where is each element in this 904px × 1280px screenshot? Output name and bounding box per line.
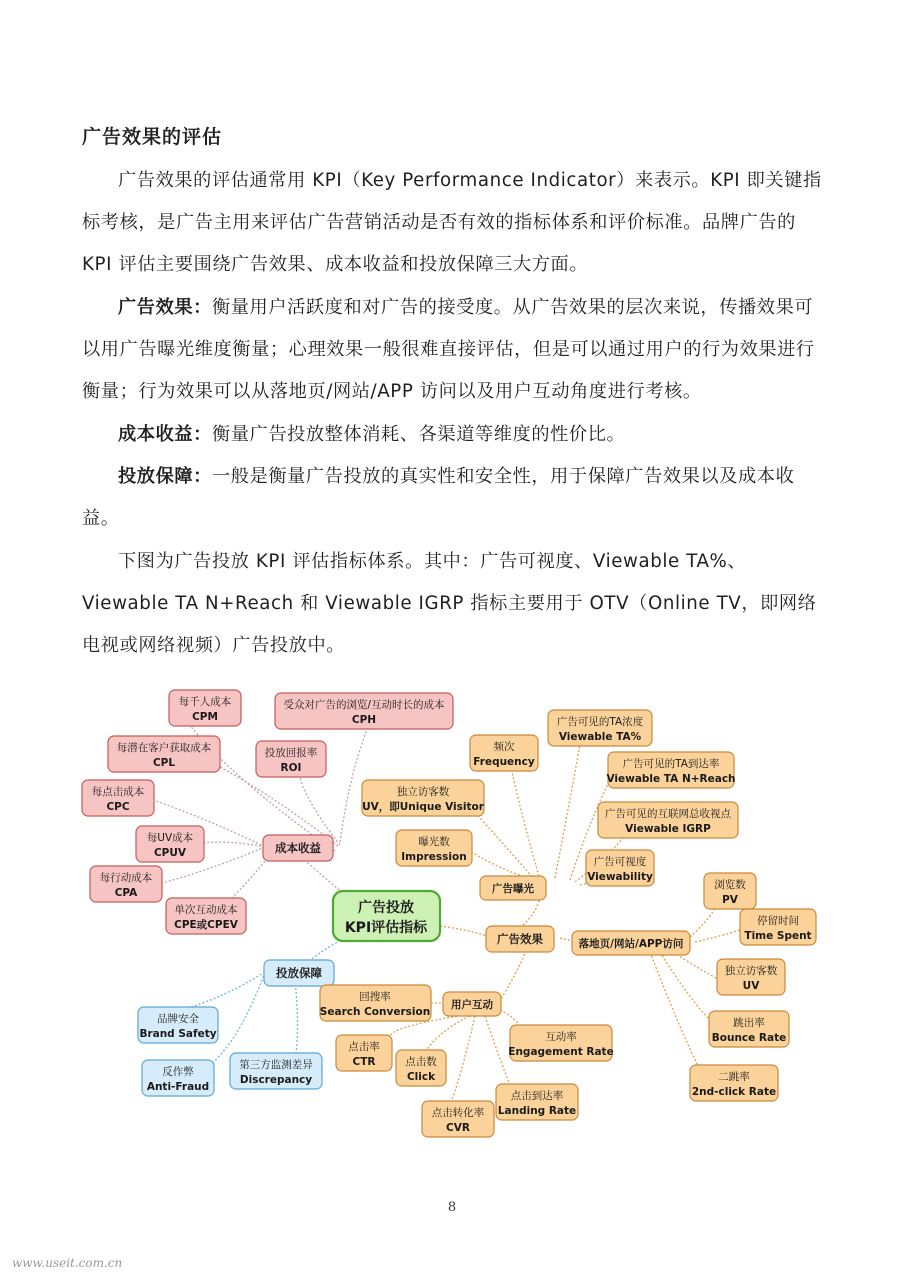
svg-text:Time Spent: Time Spent [744,930,812,942]
svg-text:UV，即Unique Visitor: UV，即Unique Visitor [362,801,484,813]
svg-text:每行动成本: 每行动成本 [99,872,153,884]
svg-text:跳出率: 跳出率 [733,1017,765,1029]
cpuv-node [136,826,204,862]
svg-text:曝光数: 曝光数 [418,836,450,848]
ctr-node [336,1035,392,1071]
svg-text:停留时间: 停留时间 [757,915,799,927]
time-spent-node [740,909,816,945]
svg-text:每点击成本: 每点击成本 [91,786,145,798]
svg-text:广告投放: 广告投放 [358,900,414,916]
svg-text:Click: Click [406,1071,436,1083]
svg-text:投放回报率: 投放回报率 [264,747,318,759]
svg-text:独立访客数: 独立访客数 [724,965,778,977]
cpc-node [82,780,154,816]
ad-effect-node [486,926,554,952]
svg-text:广告可视度: 广告可视度 [593,856,647,868]
svg-text:CPUV: CPUV [153,847,187,859]
bounce-rate-node [709,1011,789,1047]
svg-text:反作弊: 反作弊 [162,1066,194,1078]
brand-safety-node [138,1007,218,1043]
svg-text:CPE或CPEV: CPE或CPEV [174,919,238,931]
intro-paragraph: 广告效果的评估通常用 KPI（Key Performance Indicator）来表示。KPI 即关键指标考核，是广告主用来评估广告营销活动是否有效的指标体系和评价标准。品牌广告的 KPI 评估主要围绕广告效果、成本收益和投放保障三大方面。 [82,170,822,275]
svg-text:2nd-click Rate: 2nd-click Rate [691,1086,777,1098]
svg-text:CPA: CPA [114,887,138,899]
cost-benefit-node [263,835,333,861]
safety-paragraph [82,456,827,540]
svg-text:CVR: CVR [446,1122,470,1134]
kpi-mindmap [70,680,830,1150]
svg-text:广告效果: 广告效果 [497,932,543,946]
svg-text:Impression: Impression [401,851,467,863]
diagram-intro-paragraph: 下图为广告投放 KPI 评估指标体系。其中：广告可视度、Viewable TA%、Viewable TA N+Reach 和 Viewable IGRP 指标主要用于 OTV（Online TV，即网络电视或网络视频）广告投放中。 [82,551,817,656]
impression-node [396,830,472,866]
viewability-node [586,850,654,886]
cpa-node [90,866,162,902]
svg-text:Bounce Rate: Bounce Rate [711,1032,787,1044]
svg-text:受众对广告的浏览/互动时长的成本: 受众对广告的浏览/互动时长的成本 [283,699,445,711]
svg-text:品牌安全: 品牌安全 [157,1013,199,1025]
svg-text:每潜在客户获取成本: 每潜在客户获取成本 [116,742,212,754]
svg-text:单次互动成本: 单次互动成本 [174,904,238,916]
svg-text:CPM: CPM [192,711,218,723]
discrepancy-node [230,1053,322,1089]
svg-text:频次: 频次 [493,741,515,753]
svg-text:Viewable TA%: Viewable TA% [558,731,642,743]
landing-visit-node [572,931,690,955]
svg-text:投放保障: 投放保障 [276,966,322,980]
svg-text:第三方监测差异: 第三方监测差异 [239,1059,313,1071]
uv-node [717,959,785,995]
page-number: 8 [447,1200,457,1215]
svg-text:Viewable TA N+Reach: Viewable TA N+Reach [606,773,736,785]
cost-label: 成本收益： [118,424,212,445]
svg-text:Search Conversion: Search Conversion [319,1006,431,1018]
cost-paragraph [82,414,827,456]
cvr-node [422,1101,494,1137]
search-conversion-node [320,985,431,1021]
section-heading: 广告效果的评估 [82,126,223,148]
delivery-safety-node [264,960,334,986]
ad-effect-label: 广告效果： [118,297,212,318]
svg-text:CTR: CTR [352,1056,376,1068]
viewable-reach-node [606,752,735,788]
svg-text:Discrepancy: Discrepancy [239,1074,313,1086]
ad-exposure-node [480,876,546,900]
cph-node [275,693,453,729]
svg-text:浏览数: 浏览数 [714,879,746,891]
unique-visitor-node [362,780,485,816]
click-node [396,1050,446,1086]
svg-text:点击数: 点击数 [405,1056,437,1068]
svg-text:每UV成本: 每UV成本 [146,832,194,844]
safety-label: 投放保障： [118,466,212,487]
svg-text:KPI评估指标: KPI评估指标 [344,920,428,936]
watermark: www.useit.com.cn [12,1256,123,1270]
viewable-ta-node [548,710,652,746]
svg-text:成本收益: 成本收益 [275,841,321,855]
svg-text:CPC: CPC [106,801,130,813]
svg-text:ROI: ROI [280,762,302,774]
engagement-rate-node [508,1025,613,1061]
roi-node [256,741,326,777]
ad-effect-paragraph [82,287,827,413]
ad-effect-text: 衡量用户活跃度和对广告的接受度。从广告效果的层次来说，传播效果可以用广告曝光维度衡量；心理效果一般很难直接评估，但是可以通过用户的行为效果进行衡量；行为效果可以从落地页/网站/APP 访问以及用户互动角度进行考核。 [82,297,815,402]
cost-text: 衡量广告投放整体消耗、各渠道等维度的性价比。 [211,424,626,445]
svg-text:点击到达率: 点击到达率 [510,1090,564,1102]
svg-text:Landing Rate: Landing Rate [497,1105,577,1117]
second-click-node [690,1065,778,1101]
svg-text:落地页/网站/APP访问: 落地页/网站/APP访问 [578,938,684,950]
svg-text:广告曝光: 广告曝光 [492,883,534,895]
svg-text:回搜率: 回搜率 [359,991,391,1003]
user-interaction-node [443,992,501,1016]
svg-text:点击率: 点击率 [348,1041,380,1053]
svg-text:独立访客数: 独立访客数 [396,786,450,798]
safety-text: 一般是衡量广告投放的真实性和安全性，用于保障广告效果以及成本收益。 [82,466,795,529]
svg-text:二跳率: 二跳率 [718,1071,750,1083]
cpl-node [108,736,220,772]
svg-text:CPL: CPL [152,757,176,769]
svg-text:Engagement Rate: Engagement Rate [508,1046,614,1058]
cpe-node [166,898,246,934]
svg-text:广告可见的互联网总收视点: 广告可见的互联网总收视点 [605,808,731,820]
svg-text:Viewable IGRP: Viewable IGRP [625,823,711,835]
svg-text:每千人成本: 每千人成本 [178,696,232,708]
svg-text:用户互动: 用户互动 [451,999,493,1011]
center-node [333,891,440,941]
svg-text:Brand Safety: Brand Safety [139,1028,217,1040]
svg-text:广告可见的TA到达率: 广告可见的TA到达率 [622,758,720,770]
landing-rate-node [496,1084,578,1120]
svg-text:点击转化率: 点击转化率 [431,1107,485,1119]
svg-text:互动率: 互动率 [545,1031,577,1043]
svg-text:CPH: CPH [351,714,377,726]
cpm-node [169,690,241,726]
frequency-node [470,735,538,771]
viewable-igrp-node [598,802,738,838]
svg-text:Frequency: Frequency [473,756,535,768]
svg-text:Anti-Fraud: Anti-Fraud [146,1081,210,1093]
svg-text:Viewability: Viewability [587,871,653,883]
pv-node [704,873,756,909]
anti-fraud-node [142,1060,214,1096]
svg-text:PV: PV [722,894,738,906]
svg-text:UV: UV [742,980,760,992]
svg-text:广告可见的TA浓度: 广告可见的TA浓度 [556,716,644,728]
